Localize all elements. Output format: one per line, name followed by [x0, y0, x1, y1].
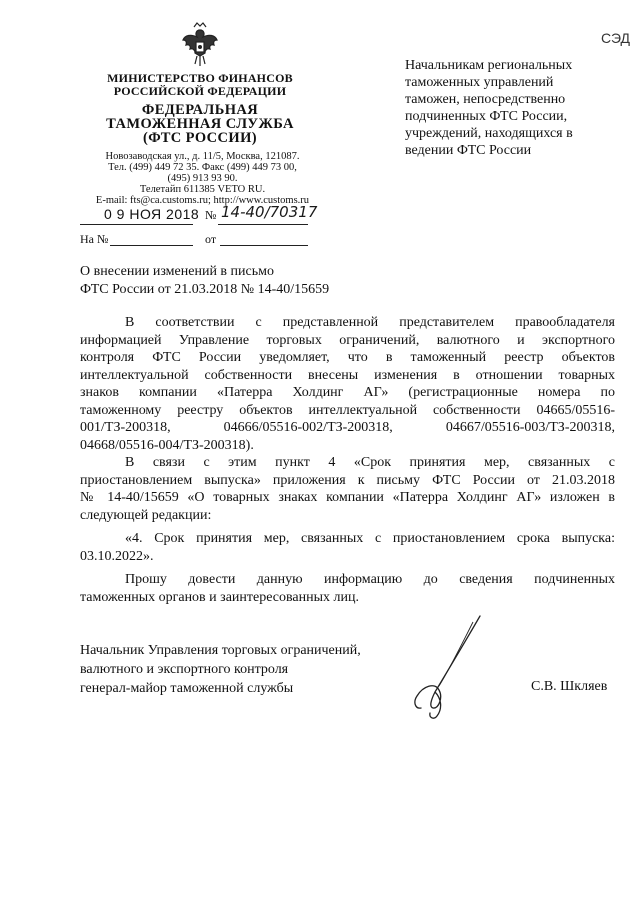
letter-subject: [80, 263, 329, 298]
contact-info: [80, 151, 325, 206]
position-line-1: Начальник Управления торговых ограничений,: [80, 643, 361, 658]
paragraph-4-line: Прошу довести данную информацию до сведения подчиненных: [125, 572, 615, 587]
letter-body: [80, 314, 615, 606]
paragraph-2-line: следующей редакции:: [80, 507, 212, 523]
paragraph-1-line: 04668/05516-004/ТЗ-200318).: [80, 437, 254, 453]
service-name: [80, 103, 320, 145]
paragraph-2-line: В связи с этим пункт 4 «Срок принятия мер, связанных с: [125, 455, 615, 470]
address-line-3: (495) 913 93 90.: [167, 173, 238, 184]
letter-date: 0 9 НОЯ 2018: [104, 206, 200, 222]
date-underline: [80, 224, 193, 225]
paragraph-1-line: интеллектуальной собственности внесены изменения в отношении товарных: [80, 367, 615, 383]
addressee-line-5: учреждений, находящихся в: [405, 126, 573, 141]
service-line-1: ФЕДЕРАЛЬНАЯ: [141, 102, 259, 118]
addressee: [405, 57, 615, 159]
address-line-4: Телетайп 611385 VETO RU.: [139, 184, 266, 195]
addressee-line-6: ведении ФТС России: [405, 143, 532, 158]
reference-number-underline: [110, 245, 193, 246]
paragraph-1-line: В соответствии с представленной представителем правообладателя: [125, 315, 615, 330]
service-line-2: ТАМОЖЕННАЯ СЛУЖБА: [106, 116, 294, 132]
reference-number-label: На №: [80, 232, 109, 246]
paragraph-1-line: информацией Управление торговых ограничений, валютного и экспортного: [80, 332, 615, 348]
number-underline: [218, 224, 308, 225]
signer-name: С.В. Шкляев: [531, 679, 608, 694]
subject-line-1: О внесении изменений в письмо: [80, 264, 274, 279]
paragraph-3-line: «4. Срок принятия мер, связанных с приостановлением срока выпуска:: [125, 531, 615, 546]
position-line-3: генерал-майор таможенной службы: [80, 681, 294, 696]
ministry-name: [80, 72, 320, 98]
address-line-2: Тел. (499) 449 72 35. Факс (499) 449 73 00,: [108, 162, 297, 173]
addressee-line-2: таможенных управлений: [405, 75, 554, 90]
address-line-1: Новозаводская ул., д. 11/5, Москва, 121087.: [105, 151, 300, 162]
registration-stamp: СЭД: [601, 30, 631, 46]
addressee-line-3: таможен, непосредственно: [405, 92, 566, 107]
paragraph-2-line: № 14-40/15659 «О товарных знаках компании «Патерра Холдинг АГ» изложен в: [80, 490, 615, 505]
position-line-2: валютного и экспортного контроля: [80, 662, 289, 677]
paragraph-1-line: контроля ФТС России уведомляет, что в таможенный реестр объектов: [80, 350, 615, 365]
number-label: №: [205, 208, 217, 222]
ministry-line-1: МИНИСТЕРСТВО ФИНАНСОВ: [107, 71, 293, 85]
paragraph-4-line: таможенных органов и заинтересованных лиц.: [80, 589, 359, 605]
coat-of-arms-emblem: [175, 20, 225, 70]
paragraph-2-line: приостановлением выпуска» приложения к письму ФТС России от 21.03.2018: [80, 472, 615, 488]
service-line-3: (ФТС РОССИИ): [142, 130, 258, 146]
address-line-5: E-mail: fts@ca.customs.ru; http://www.customs.ru: [95, 195, 310, 206]
paragraph-1-line: таможенному реестру объектов интеллектуальной собственности 04665/05516-: [80, 402, 615, 418]
paragraph-3-line: 03.10.2022».: [80, 548, 154, 564]
addressee-line-4: подчиненных ФТС России,: [405, 109, 568, 124]
addressee-line-1: Начальникам региональных: [405, 58, 573, 73]
signatory-position: [80, 641, 361, 698]
paragraph-1-line: 001/ТЗ-200318, 04666/05516-002/ТЗ-200318, 04667/05516-003/ТЗ-200318,: [80, 420, 615, 435]
reference-date-underline: [220, 245, 308, 246]
letter-number: 14-40/70317: [221, 203, 318, 221]
subject-line-2: ФТС России от 21.03.2018 № 14-40/15659: [80, 281, 330, 297]
paragraph-1-line: знаков компании «Патерра Холдинг АГ» (регистрационные номера по: [80, 385, 615, 400]
ministry-line-2: РОССИЙСКОЙ ФЕДЕРАЦИИ: [113, 84, 287, 98]
reference-date-label: от: [205, 232, 217, 246]
handwritten-signature: [395, 612, 495, 724]
